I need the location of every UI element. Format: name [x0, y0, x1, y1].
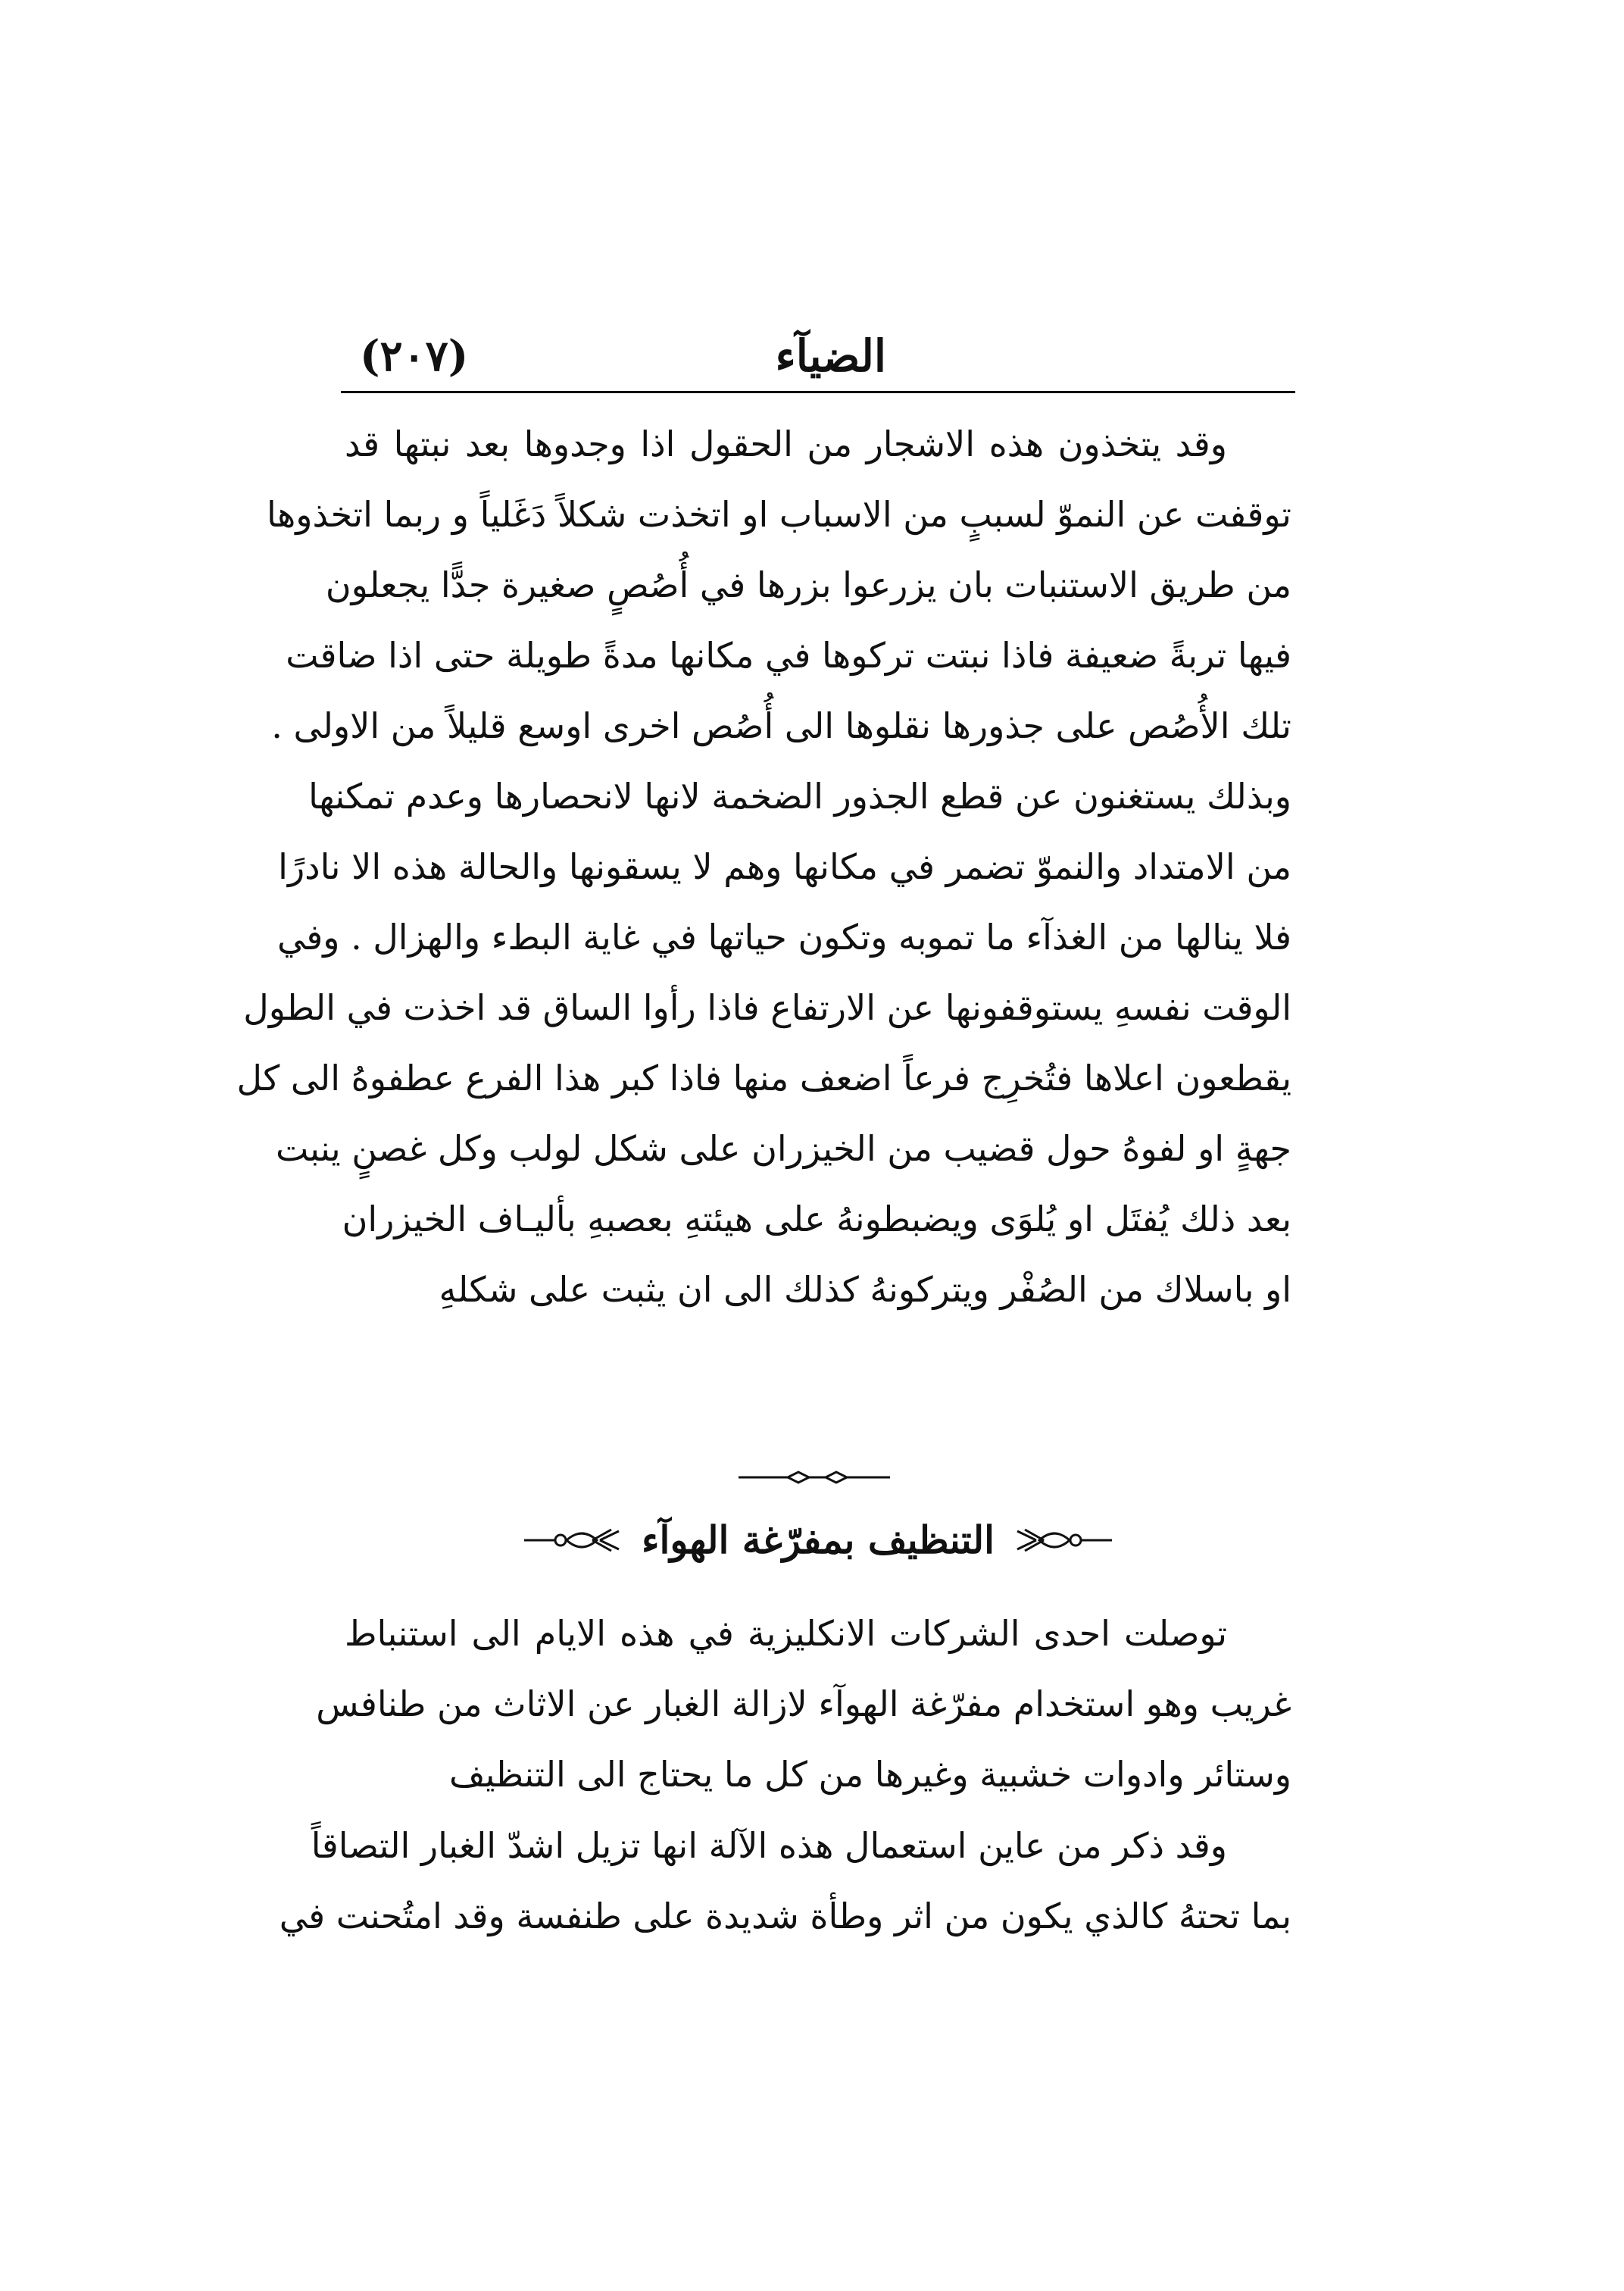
text-line: تلك الأُصُص على جذورها نقلوها الى أُصُص اخرى اوسع قليلاً من الاولى . — [271, 705, 1291, 746]
text-line: بما تحتهُ كالذي يكون من اثر وطأة شديدة على طنفسة وقد امتُحنت في — [279, 1896, 1291, 1936]
text-line: يقطعون اعلاها فتُخرِج فرعاً اضعف منها فاذا كبر هذا الفرع عطفوهُ الى كل — [236, 1058, 1291, 1099]
paragraph-3 — [316, 1599, 1291, 1810]
text-line: بعد ذلك يُفتَل او يُلوَى ويضبطونهُ على هيئتهِ بعصبهِ بأليـاف الخيزران — [342, 1199, 1291, 1239]
text-line: وقد ذكر من عاين استعمال هذه الآلة انها تزيل اشدّ الغبار التصاقاً — [311, 1825, 1227, 1866]
paragraph-2 — [236, 761, 1291, 1325]
text-line: الوقت نفسهِ يستوقفونها عن الارتفاع فاذا رأوا الساق قد اخذت في الطول — [243, 987, 1291, 1028]
text-line: جهةٍ او لفوهُ حول قضيب من الخيزران على شكل لولب وكل غصنٍ ينبت — [275, 1128, 1291, 1169]
section-title: التنظيف بمفرّغة الهوآء — [641, 1517, 995, 1562]
text-line: غريب وهو استخدام مفرّغة الهوآء لازالة الغبار عن الاثاث من طنافس — [316, 1683, 1291, 1724]
header-rule — [341, 391, 1295, 393]
text-line: توقفت عن النموّ لسببٍ من الاسباب او اتخذت شكلاً دَغَلياً و ربما اتخذوها — [266, 494, 1291, 535]
text-line: من طريق الاستنبات بان يزرعوا بزرها في أُصُصٍ صغيرة جدًّا يجعلون — [325, 564, 1291, 605]
text-line: من الامتداد والنموّ تضمر في مكانها وهم لا يسقونها والحالة هذه الا نادرًا — [278, 846, 1291, 887]
page-header — [341, 322, 1295, 394]
text-line: وستائر وادوات خشبية وغيرها من كل ما يحتاج الى التنظيف — [449, 1754, 1291, 1795]
paragraph-1 — [266, 409, 1291, 761]
ornament-divider-icon — [0, 1468, 1624, 1486]
text-line: توصلت احدى الشركات الانكليزية في هذه الايام الى استنباط — [345, 1613, 1227, 1654]
text-line: وبذلك يستغنون عن قطع الجذور الضخمة لانها لانحصارها وعدم تمكنها — [308, 776, 1291, 817]
text-line: وقد يتخذون هذه الاشجار من الحقول اذا وجدوها بعد نبتها قد — [345, 424, 1227, 464]
page-number: (٢٠٧) — [360, 331, 469, 381]
flourish-left-icon — [524, 1525, 638, 1555]
flourish-right-icon — [998, 1525, 1112, 1555]
text-line: فيها تربةً ضعيفة فاذا نبتت تركوها في مكانها مدةً طويلة حتى اذا ضاقت — [286, 635, 1291, 676]
text-line: او باسلاك من الصُفْر ويتركونهُ كذلك الى ان يثبت على شكلهِ — [439, 1269, 1291, 1310]
section-heading — [341, 1506, 1295, 1574]
paragraph-4 — [279, 1811, 1291, 1952]
running-title: الضيآء — [775, 330, 886, 382]
text-line: فلا ينالها من الغذآء ما تموبه وتكون حياتها في غاية البطء والهزال . وفي — [276, 917, 1291, 958]
